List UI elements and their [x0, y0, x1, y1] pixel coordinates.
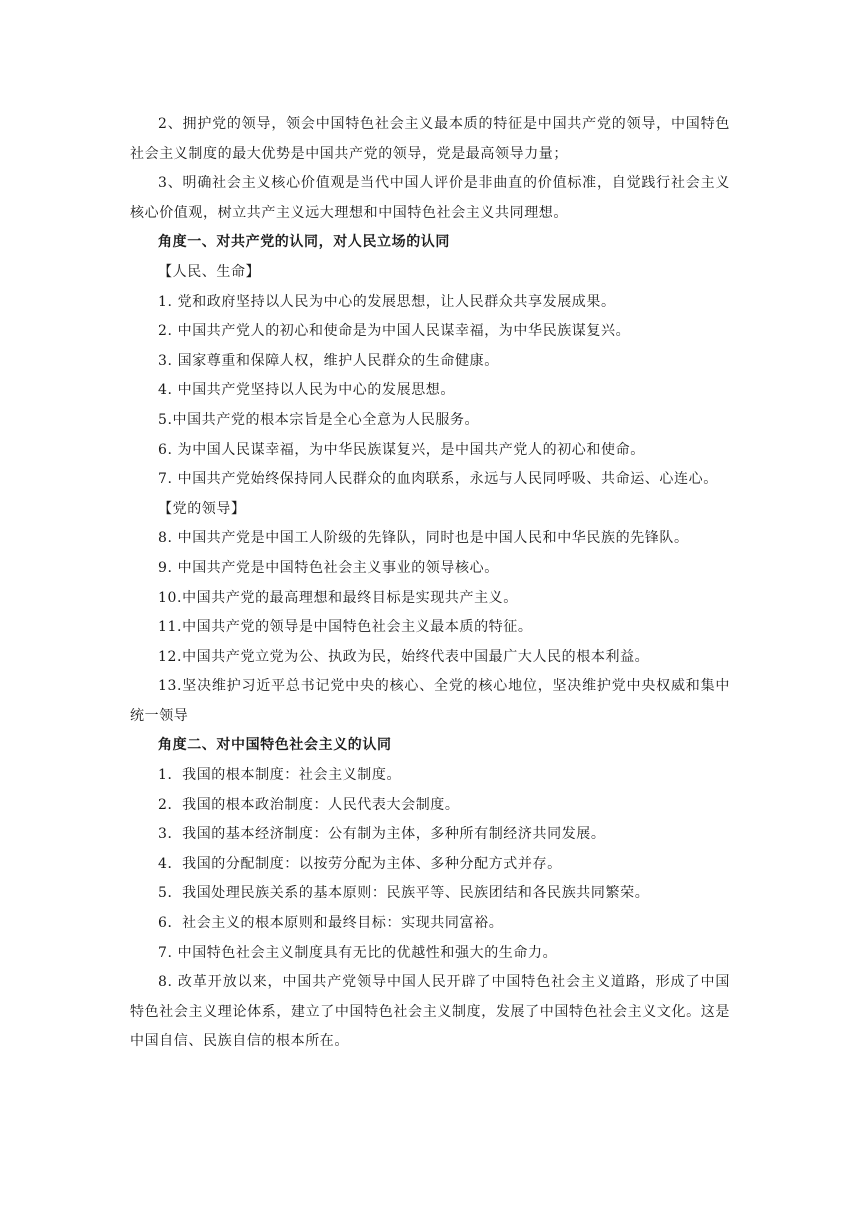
section-tag: 【党的领导】	[158, 500, 246, 517]
section-heading: 角度一、对共产党的认同，对人民立场的认同	[158, 234, 450, 251]
paragraph: 7. 中国共产党始终保持同人民群众的血肉联系，永远与人民同呼吸、共命运、心连心。	[158, 471, 718, 488]
paragraph: 6．社会主义的根本原则和最终目标：实现共同富裕。	[158, 915, 504, 932]
paragraph: 2．我国的根本政治制度：人民代表大会制度。	[158, 796, 460, 813]
paragraph: 11.中国共产党的领导是中国特色社会主义最本质的特征。	[158, 619, 533, 636]
paragraph: 5．我国处理民族关系的基本原则：民族平等、民族团结和各民族共同繁荣。	[158, 885, 650, 902]
paragraph: 2. 中国共产党人的初心和使命是为中国人民谋幸福，为中华民族谋复兴。	[158, 323, 631, 340]
paragraph: 4．我国的分配制度：以按劳分配为主体、多种分配方式并存。	[158, 855, 562, 872]
paragraph: 12.中国共产党立党为公、执政为民，始终代表中国最广大人民的根本利益。	[158, 648, 650, 665]
paragraph: 3、明确社会主义核心价值观是当代中国人评价是非曲直的价值标准，自觉践行社会主义核心价值观，树立共产主义远大理想和中国特色社会主义共同理想。	[130, 175, 730, 221]
paragraph: 10.中国共产党的最高理想和最终目标是实现共产主义。	[158, 589, 518, 606]
paragraph: 5.中国共产党的根本宗旨是全心全意为人民服务。	[158, 411, 480, 428]
paragraph: 13.坚决维护习近平总书记党中央的核心、全党的核心地位，坚决维护党中央权威和集中统一领导	[130, 678, 730, 724]
paragraph: 7. 中国特色社会主义制度具有无比的优越性和强大的生命力。	[158, 944, 558, 961]
paragraph: 3. 国家尊重和保障人权，维护人民群众的生命健康。	[158, 352, 499, 369]
paragraph: 6. 为中国人民谋幸福，为中华民族谋复兴，是中国共产党人的初心和使命。	[158, 441, 645, 458]
paragraph: 9. 中国共产党是中国特色社会主义事业的领导核心。	[158, 559, 499, 576]
paragraph: 3．我国的基本经济制度：公有制为主体，多种所有制经济共同发展。	[158, 826, 606, 843]
document-body	[130, 110, 730, 1057]
section-tag: 【人民、生命】	[158, 263, 261, 280]
paragraph: 8. 改革开放以来，中国共产党领导中国人民开辟了中国特色社会主义道路，形成了中国特色社会主义理论体系，建立了中国特色社会主义制度，发展了中国特色社会主义文化。这是中国自信、民族自信的根本所在。	[130, 974, 730, 1050]
paragraph: 2、拥护党的领导，领会中国特色社会主义最本质的特征是中国共产党的领导，中国特色社会主义制度的最大优势是中国共产党的领导，党是最高领导力量；	[130, 116, 730, 162]
paragraph: 4. 中国共产党坚持以人民为中心的发展思想。	[158, 382, 456, 399]
section-heading: 角度二、对中国特色社会主义的认同	[158, 737, 392, 754]
paragraph: 1．我国的根本制度：社会主义制度。	[158, 767, 402, 784]
paragraph: 8. 中国共产党是中国工人阶级的先锋队，同时也是中国人民和中华民族的先锋队。	[158, 530, 689, 547]
paragraph: 1. 党和政府坚持以人民为中心的发展思想，让人民群众共享发展成果。	[158, 293, 616, 310]
